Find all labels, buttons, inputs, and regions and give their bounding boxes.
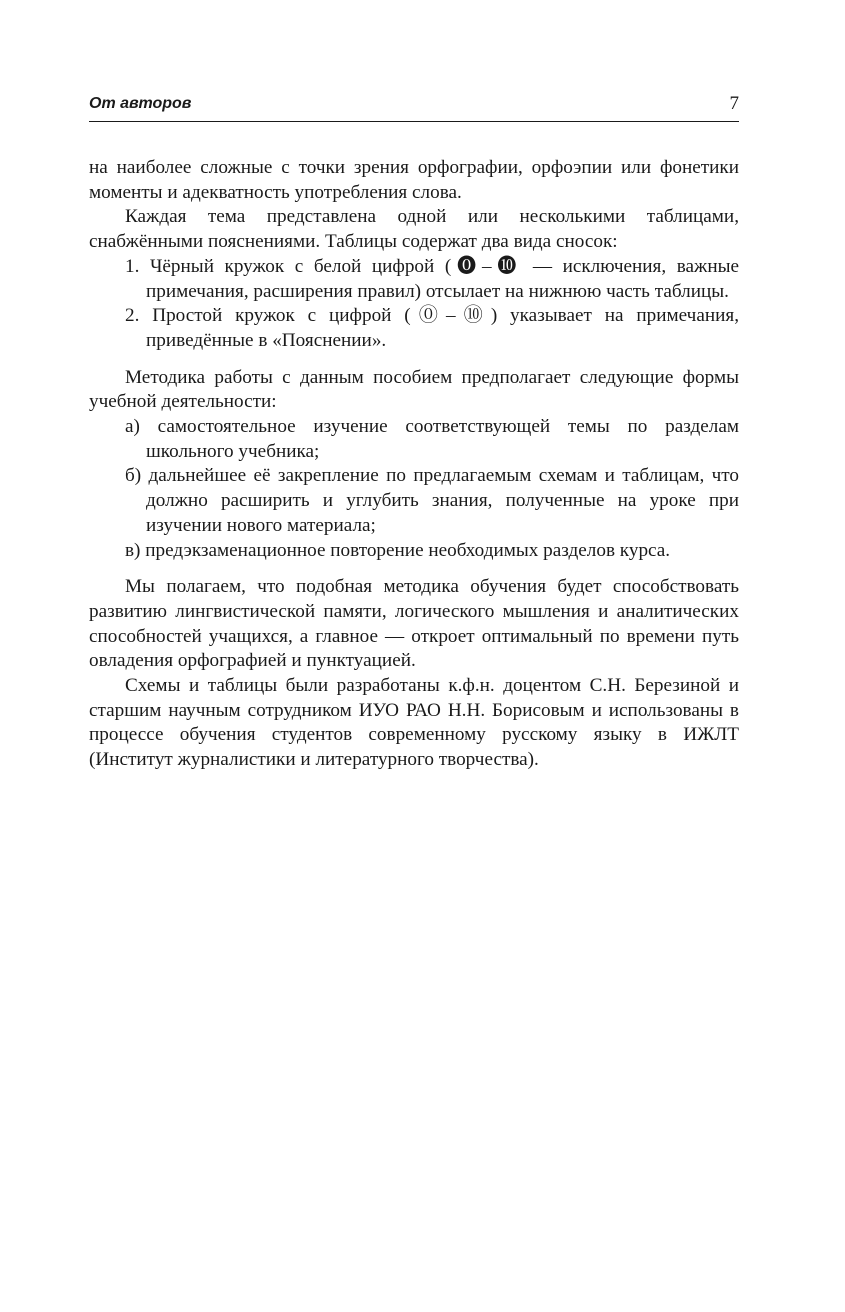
activity-forms-list <box>89 415 739 563</box>
running-header <box>89 94 739 122</box>
paragraph-5: Схемы и таблицы были разработаны к.ф.н. доцентом С.Н. Березиной и старшим научным сотрудником ИУО РАО Н.Н. Борисовым и использованы в процессе обучения студентов современному русскому языку в ИЖЛТ (Институт журналистики и литературного творчества). <box>89 675 739 771</box>
page-number: 7 <box>729 93 739 114</box>
body-text <box>89 156 739 773</box>
paragraph-2: Каждая тема представлена одной или несколькими таблицами, снабжёнными пояснениями. Таблицы содержат два вида сносок: <box>89 206 739 253</box>
spacer <box>89 354 739 366</box>
list-item: б) дальнейшее её закрепление по предлагаемым схемам и таблицам, что должно расширить и углубить знания, полученные на уроке при изучении нового материала; <box>125 465 739 536</box>
list-item: 2. Простой кружок с цифрой (⓪–⑩) указывает на примечания, приведённые в «Пояснении». <box>125 305 739 351</box>
list-item: в) предэкзаменационное повторение необходимых разделов курса. <box>125 539 671 561</box>
paragraph-1: на наиболее сложные с точки зрения орфографии, орфоэпии или фонетики моменты и адекватность употребления слова. <box>89 157 739 203</box>
paragraph-3: Методика работы с данным пособием предполагает следующие формы учебной деятельности: <box>89 366 739 413</box>
paragraph-4: Мы полагаем, что подобная методика обучения будет способствовать развитию лингвистической памяти, логического мышления и аналитических способностей учащихся, а главное — откроет оптимальный по времени путь овладения орфографией и пунктуацией. <box>89 576 739 672</box>
spacer <box>89 563 739 575</box>
list-item: 1. Чёрный кружок с белой цифрой (⓿–❿ — исключения, важные примечания, расширения правил) отсылает на нижнюю часть таблицы. <box>125 255 739 302</box>
footnote-types-list <box>89 255 739 354</box>
header-title: От авторов <box>89 95 192 112</box>
list-item: а) самостоятельное изучение соответствующей темы по разделам школьного учебника; <box>125 416 739 462</box>
